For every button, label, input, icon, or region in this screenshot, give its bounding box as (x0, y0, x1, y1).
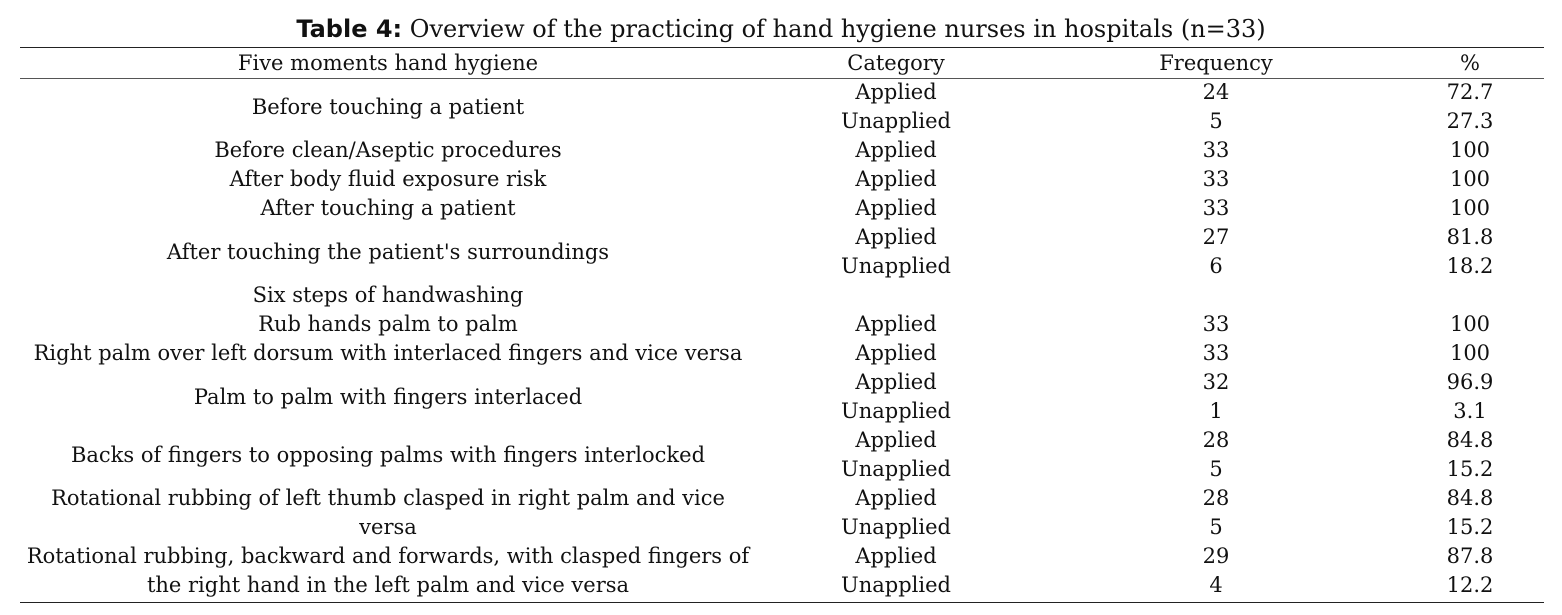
percent-cell: 84.8 (1446, 486, 1494, 510)
percent-cell: 72.7 (1446, 80, 1494, 104)
category-cell: Applied (855, 167, 937, 191)
section-heading-row (20, 281, 1544, 310)
category-cell: Unapplied (841, 109, 951, 133)
category-cell: Applied (855, 370, 937, 394)
category-cell: Unapplied (841, 573, 951, 597)
percent-cell: 84.8 (1446, 428, 1494, 452)
frequency-cell: 33 (1202, 312, 1230, 336)
table-row (20, 368, 1544, 397)
row-label: Rotational rubbing, backward and forwards, with clasped fingers of the right hand in the left palm and vice versa (26, 544, 750, 597)
percent-cell: 100 (1449, 196, 1491, 220)
row-label: After body fluid exposure risk (229, 167, 547, 191)
row-label: Palm to palm with fingers interlaced (193, 384, 583, 409)
row-label: Rub hands palm to palm (258, 312, 518, 336)
percent-cell: 15.2 (1446, 457, 1494, 481)
frequency-cell: 28 (1202, 428, 1230, 452)
percent-cell: 96.9 (1446, 370, 1494, 394)
table-row (20, 223, 1544, 252)
category-cell: Applied (855, 486, 937, 510)
category-cell: Unapplied (841, 515, 951, 539)
top-rule (20, 47, 1544, 48)
category-cell: Unapplied (841, 254, 951, 278)
category-cell: Unapplied (841, 399, 951, 423)
frequency-cell: 33 (1202, 167, 1230, 191)
row-label: Right palm over left dorsum with interlaced fingers and vice versa (33, 341, 743, 365)
frequency-cell: 29 (1202, 544, 1230, 568)
category-cell: Applied (855, 80, 937, 104)
percent-cell: 18.2 (1446, 254, 1494, 278)
category-cell: Applied (855, 312, 937, 336)
percent-cell: 100 (1449, 312, 1491, 336)
frequency-cell: 5 (1209, 109, 1223, 133)
table-row (20, 542, 1544, 571)
frequency-cell: 1 (1209, 399, 1223, 423)
frequency-cell: 28 (1202, 486, 1230, 510)
frequency-cell: 24 (1202, 80, 1230, 104)
header-category: Category (847, 51, 945, 75)
category-cell: Applied (855, 428, 937, 452)
category-cell: Applied (855, 544, 937, 568)
frequency-cell: 5 (1209, 457, 1223, 481)
bottom-rule (20, 602, 1544, 603)
row-label: Before touching a patient (251, 94, 525, 119)
percent-cell: 3.1 (1453, 399, 1487, 423)
table-number: Table 4: (296, 15, 403, 43)
category-cell: Applied (855, 138, 937, 162)
percent-cell: 15.2 (1446, 515, 1494, 539)
table-row (20, 426, 1544, 455)
row-label: After touching the patient's surroundings (166, 239, 610, 264)
category-cell: Applied (855, 341, 937, 365)
percent-cell: 12.2 (1446, 573, 1494, 597)
header-row (20, 49, 1544, 78)
header-percent: % (1460, 51, 1480, 75)
table-row (20, 194, 1544, 223)
category-cell: Applied (855, 225, 937, 249)
table-row (20, 484, 1544, 513)
table-row (20, 310, 1544, 339)
hand-hygiene-table (20, 49, 1544, 600)
row-label: Before clean/Aseptic procedures (214, 138, 562, 162)
frequency-cell: 32 (1202, 370, 1230, 394)
frequency-cell: 6 (1209, 254, 1223, 278)
percent-cell: 87.8 (1446, 544, 1494, 568)
frequency-cell: 27 (1202, 225, 1230, 249)
row-label: Rotational rubbing of left thumb clasped in right palm and vice versa (51, 486, 725, 539)
percent-cell: 100 (1449, 167, 1491, 191)
percent-cell: 100 (1449, 138, 1491, 162)
frequency-cell: 5 (1209, 515, 1223, 539)
table-row (20, 78, 1544, 107)
percent-cell: 81.8 (1446, 225, 1494, 249)
table-caption (0, 14, 1562, 44)
frequency-cell: 33 (1202, 196, 1230, 220)
row-label: After touching a patient (260, 196, 516, 220)
frequency-cell: 33 (1202, 341, 1230, 365)
frequency-cell: 33 (1202, 138, 1230, 162)
section-heading: Six steps of handwashing (252, 283, 524, 307)
frequency-cell: 4 (1209, 573, 1223, 597)
percent-cell: 27.3 (1446, 109, 1494, 133)
category-cell: Applied (855, 196, 937, 220)
row-label: Backs of fingers to opposing palms with fingers interlocked (70, 442, 706, 467)
table-row (20, 339, 1544, 368)
header-frequency: Frequency (1159, 51, 1273, 75)
table-row (20, 136, 1544, 165)
category-cell: Unapplied (841, 457, 951, 481)
header-moment: Five moments hand hygiene (237, 51, 539, 75)
table-row (20, 165, 1544, 194)
percent-cell: 100 (1449, 341, 1491, 365)
table-title: Overview of the practicing of hand hygiene nurses in hospitals (n=33) (402, 15, 1266, 43)
